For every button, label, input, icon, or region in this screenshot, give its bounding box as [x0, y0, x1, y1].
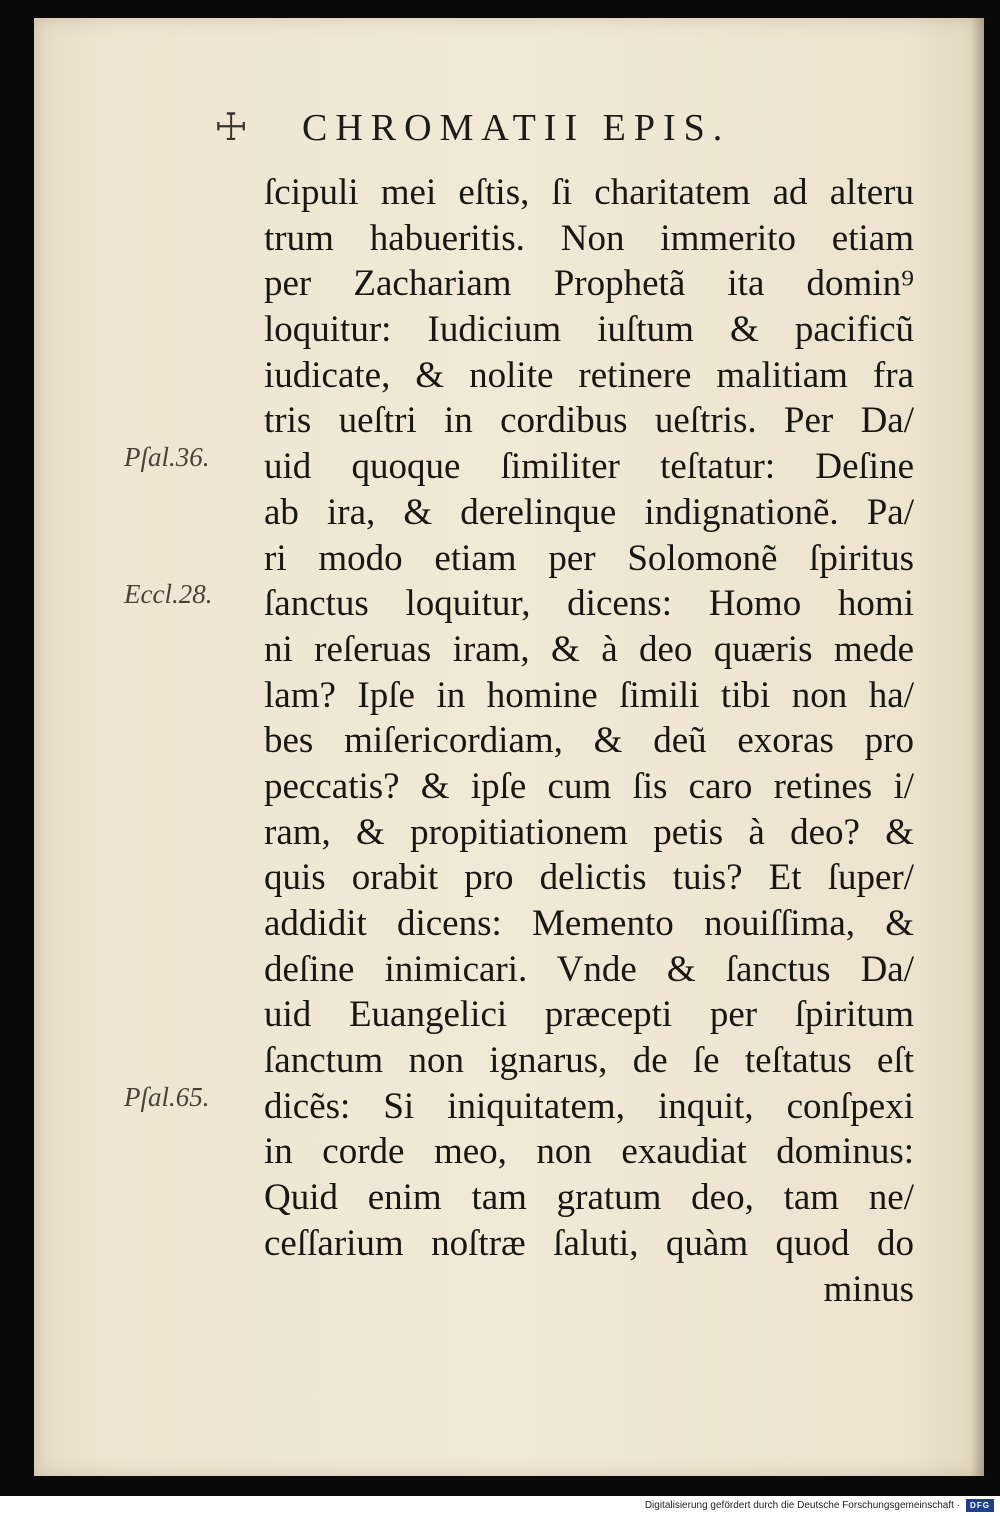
text-line: ab ira, & derelinque indignationẽ. Pa/ — [264, 491, 914, 533]
text-line: Quid enim tam gratum deo, tam ne/ — [264, 1177, 914, 1219]
text-line: ſanctus loquitur, dicens: Homo homi — [264, 583, 914, 625]
text-line: uid Euangelici præcepti per ſpiritum — [264, 994, 914, 1036]
margin-note-psalm-36: Pſal.36. — [124, 442, 210, 472]
text-line: ſanctum non ignarus, de ſe teſtatus eſt — [264, 1040, 914, 1082]
catchword: minus — [823, 1268, 914, 1310]
text-line: ram, & propitiationem petis à deo? & — [264, 811, 914, 853]
body-text — [264, 170, 914, 1312]
margin-note-psalm-65: Pſal.65. — [124, 1082, 210, 1112]
text-line: lam? Ipſe in homine ſimili tibi non ha/ — [264, 674, 914, 716]
text-line: iudicate, & nolite retinere malitiam fra — [264, 354, 914, 396]
text-line: peccatis? & ipſe cum ſis caro retines i/ — [264, 765, 914, 807]
running-head-title: CHROMATII EPIS. — [302, 107, 731, 149]
page-edge-shadow — [970, 18, 984, 1476]
cross-ornament-icon: ☩ — [214, 107, 249, 149]
dfg-logo-icon: DFG — [966, 1499, 994, 1512]
funding-credit: Digitalisierung gefördert durch die Deutsche Forschungsgemeinschaft · — [644, 1500, 960, 1511]
margin-note-ecclesiasticus-28: Eccl.28. — [124, 579, 213, 609]
text-line: ni reſeruas iram, & à deo quæris mede — [264, 628, 914, 670]
footer-bar — [0, 1496, 1000, 1516]
text-line: ri modo etiam per Solomonẽ ſpiritus — [264, 537, 914, 579]
text-line: ſcipuli mei eſtis, ſi charitatem ad alteru — [264, 172, 914, 213]
text-line: in corde meo, non exaudiat dominus: — [264, 1131, 914, 1173]
text-line: trum habueritis. Non immerito etiam — [264, 217, 914, 259]
text-line: ceſſarium noſtræ ſaluti, quàm quod do — [264, 1222, 914, 1264]
text-line: loquitur: Iudicium iuſtum & pacificũ — [264, 309, 914, 351]
text-line: tris ueſtri in cordibus ueſtris. Per Da/ — [264, 400, 914, 442]
text-line: quis orabit pro delictis tuis? Et ſuper/ — [264, 857, 914, 899]
text-line: deſine inimicari. Vnde & ſanctus Da/ — [264, 948, 914, 990]
text-line: dicẽs: Si iniquitatem, inquit, conſpexi — [264, 1085, 914, 1127]
text-line: per Zachariam Prophetã ita domin⁹ — [264, 263, 914, 305]
text-line: bes miſericordiam, & deũ exoras pro — [264, 720, 914, 762]
text-line: uid quoque ſimiliter teſtatur: Deſine — [264, 446, 914, 488]
book-page — [34, 18, 984, 1476]
text-line: addidit dicens: Memento nouiſſima, & — [264, 903, 914, 944]
